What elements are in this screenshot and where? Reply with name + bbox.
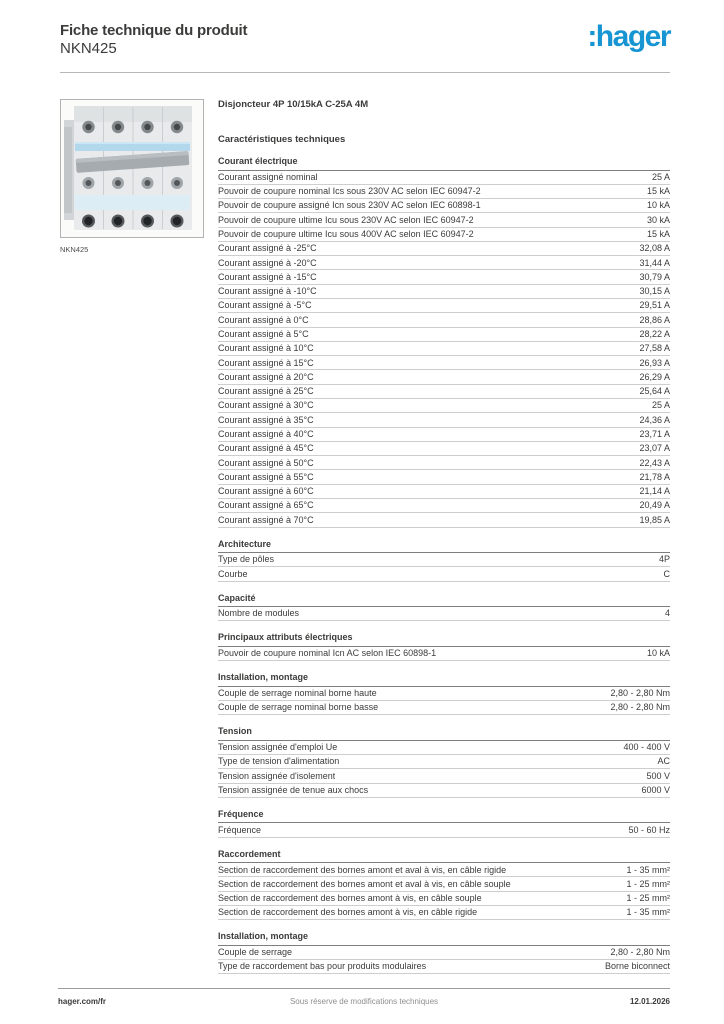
row-label: Courbe [218, 569, 248, 579]
row-value: 15 kA [646, 229, 670, 240]
table-row [218, 356, 670, 370]
table-row [218, 647, 670, 661]
section-title: Courant électrique [218, 157, 670, 171]
table-row [218, 328, 670, 342]
section-title: Raccordement [218, 850, 670, 864]
table-row [218, 906, 670, 920]
row-value: 23,71 A [639, 428, 670, 439]
table-row [218, 513, 670, 527]
table-row [218, 784, 670, 798]
row-value: 2,80 - 2,80 Nm [610, 702, 670, 713]
table-row [218, 485, 670, 499]
content-area [60, 99, 670, 974]
row-label: Courant assigné à 10°C [218, 344, 314, 354]
row-value: 32,08 A [639, 243, 670, 254]
row-label: Couple de serrage [218, 948, 293, 958]
table-row [218, 413, 670, 427]
row-value: 10 kA [646, 648, 670, 659]
table-row [218, 171, 670, 185]
row-label: Fréquence [218, 825, 262, 835]
table-row [218, 199, 670, 213]
spec-section [218, 594, 670, 622]
row-value: 20,49 A [639, 500, 670, 511]
section-title: Installation, montage [218, 673, 670, 687]
row-label: Pouvoir de coupure nominal Icn AC selon IEC 60898-1 [218, 649, 437, 659]
row-value: 30,79 A [639, 271, 670, 282]
row-label: Section de raccordement des bornes amont et aval à vis, en câble souple [218, 879, 511, 889]
row-value: 19,85 A [639, 514, 670, 525]
row-value: 31,44 A [639, 257, 670, 268]
row-value: 29,51 A [639, 300, 670, 311]
row-value: 27,58 A [639, 343, 670, 354]
row-label: Courant assigné à 60°C [218, 487, 314, 497]
table-row [218, 960, 670, 974]
row-label: Tension assignée de tenue aux chocs [218, 785, 369, 795]
product-image [60, 99, 204, 238]
table-row [218, 892, 670, 906]
row-label: Couple de serrage nominal borne basse [218, 703, 379, 713]
row-label: Courant assigné à 30°C [218, 401, 314, 411]
table-row [218, 456, 670, 470]
table-row [218, 342, 670, 356]
row-value: 21,14 A [639, 486, 670, 497]
row-label: Type de tension d'alimentation [218, 757, 340, 767]
table-row [218, 607, 670, 621]
row-label: Courant assigné à -10°C [218, 287, 317, 297]
row-label: Courant assigné à -20°C [218, 258, 317, 268]
table-row [218, 256, 670, 270]
footer-disclaimer: Sous réserve de modifications techniques [289, 997, 439, 1006]
row-label: Tension assignée d'isolement [218, 771, 336, 781]
row-label: Courant assigné à 70°C [218, 515, 314, 525]
row-value: 4 [664, 608, 670, 619]
product-image-caption: NKN425 [60, 245, 89, 254]
row-value: 26,29 A [639, 371, 670, 382]
table-row [218, 755, 670, 769]
row-value: 1 - 25 mm² [626, 893, 670, 904]
spec-section [218, 932, 670, 974]
row-label: Pouvoir de coupure nominal Ics sous 230V AC selon IEC 60947-2 [218, 187, 481, 197]
row-label: Couple de serrage nominal borne haute [218, 689, 377, 699]
spec-section [218, 633, 670, 661]
characteristics-heading: Caractéristiques techniques [218, 134, 346, 145]
row-label: Type de raccordement bas pour produits modulaires [218, 962, 427, 972]
footer-website-link[interactable]: hager.com/fr [58, 997, 107, 1006]
table-row [218, 285, 670, 299]
row-value: 1 - 25 mm² [626, 878, 670, 889]
table-row [218, 687, 670, 701]
spec-section [218, 810, 670, 838]
product-title: Disjoncteur 4P 10/15kA C-25A 4M [218, 99, 369, 110]
table-row [218, 228, 670, 242]
row-value: 25 A [651, 171, 670, 182]
row-label: Courant assigné à 45°C [218, 444, 314, 454]
table-row [218, 313, 670, 327]
table-row [218, 946, 670, 960]
row-value: 26,93 A [639, 357, 670, 368]
row-label: Pouvoir de coupure ultime Icu sous 400V AC selon IEC 60947-2 [218, 230, 474, 240]
product-code-subtitle: NKN425 [60, 40, 117, 57]
row-value: 10 kA [646, 200, 670, 211]
table-row [218, 185, 670, 199]
row-label: Courant assigné à 25°C [218, 387, 314, 397]
table-row [218, 823, 670, 837]
row-value: C [663, 568, 670, 579]
spec-section [218, 540, 670, 582]
row-value: 6000 V [641, 784, 670, 795]
spec-sections [218, 157, 670, 974]
hager-logo: :hager [587, 20, 670, 53]
table-row [218, 270, 670, 284]
spec-section [218, 673, 670, 715]
table-row [218, 499, 670, 513]
row-value: 400 - 400 V [623, 742, 670, 753]
footer-date: 12.01.2026 [629, 997, 670, 1006]
table-row [218, 213, 670, 227]
table-row [218, 428, 670, 442]
row-value: 500 V [646, 770, 670, 781]
section-title: Architecture [218, 540, 670, 554]
product-image-column [60, 99, 204, 974]
row-label: Courant assigné nominal [218, 172, 318, 182]
section-title: Capacité [218, 594, 670, 608]
circuit-breaker-illustration [61, 100, 203, 237]
row-value: 4P [658, 554, 670, 565]
table-row [218, 370, 670, 384]
row-value: 50 - 60 Hz [628, 824, 670, 835]
table-row [218, 385, 670, 399]
row-value: 1 - 35 mm² [626, 907, 670, 918]
row-value: 2,80 - 2,80 Nm [610, 947, 670, 958]
row-label: Courant assigné à 65°C [218, 501, 314, 511]
table-row [218, 299, 670, 313]
row-label: Courant assigné à 0°C [218, 315, 309, 325]
row-value: 2,80 - 2,80 Nm [610, 688, 670, 699]
table-row [218, 242, 670, 256]
row-value: 25,64 A [639, 386, 670, 397]
section-title: Tension [218, 727, 670, 741]
table-row [218, 442, 670, 456]
row-label: Courant assigné à -25°C [218, 244, 317, 254]
section-title: Principaux attributs électriques [218, 633, 670, 647]
table-row [218, 701, 670, 715]
spec-section [218, 157, 670, 528]
row-label: Pouvoir de coupure assigné Icn sous 230V AC selon IEC 60898-1 [218, 201, 481, 211]
spec-section [218, 727, 670, 798]
row-label: Courant assigné à 50°C [218, 458, 314, 468]
row-value: 25 A [651, 400, 670, 411]
specs-column [218, 99, 670, 974]
section-title: Installation, montage [218, 932, 670, 946]
row-label: Courant assigné à 55°C [218, 472, 314, 482]
row-label: Nombre de modules [218, 609, 300, 619]
row-value: 22,43 A [639, 457, 670, 468]
row-label: Section de raccordement des bornes amont et aval à vis, en câble rigide [218, 865, 507, 875]
page-title: Fiche technique du produit [60, 22, 248, 39]
table-row [218, 567, 670, 581]
row-label: Courant assigné à 5°C [218, 329, 309, 339]
row-label: Section de raccordement des bornes amont à vis, en câble souple [218, 894, 482, 904]
row-value: 30,15 A [639, 286, 670, 297]
table-row [218, 863, 670, 877]
spec-section [218, 850, 670, 921]
header-divider [60, 72, 670, 73]
row-value: 23,07 A [639, 443, 670, 454]
table-row [218, 741, 670, 755]
row-value: 21,78 A [639, 471, 670, 482]
table-row [218, 877, 670, 891]
row-label: Courant assigné à -5°C [218, 301, 312, 311]
row-label: Section de raccordement des bornes amont à vis, en câble rigide [218, 908, 478, 918]
row-value: 1 - 35 mm² [626, 864, 670, 875]
row-label: Tension assignée d'emploi Ue [218, 743, 338, 753]
table-row [218, 399, 670, 413]
row-label: Type de pôles [218, 555, 275, 565]
row-label: Courant assigné à 20°C [218, 372, 314, 382]
table-row [218, 769, 670, 783]
row-value: Borne biconnect [604, 961, 670, 972]
row-value: 24,36 A [639, 414, 670, 425]
section-title: Fréquence [218, 810, 670, 824]
row-value: 28,22 A [639, 328, 670, 339]
table-row [218, 553, 670, 567]
row-label: Pouvoir de coupure ultime Icu sous 230V AC selon IEC 60947-2 [218, 215, 474, 225]
page-header [0, 0, 724, 58]
row-label: Courant assigné à -15°C [218, 272, 317, 282]
page-footer [58, 988, 670, 1006]
row-label: Courant assigné à 40°C [218, 429, 314, 439]
row-label: Courant assigné à 15°C [218, 358, 314, 368]
row-value: 30 kA [646, 214, 670, 225]
row-label: Courant assigné à 35°C [218, 415, 314, 425]
row-value: 15 kA [646, 186, 670, 197]
table-row [218, 470, 670, 484]
row-value: AC [657, 756, 670, 767]
row-value: 28,86 A [639, 314, 670, 325]
